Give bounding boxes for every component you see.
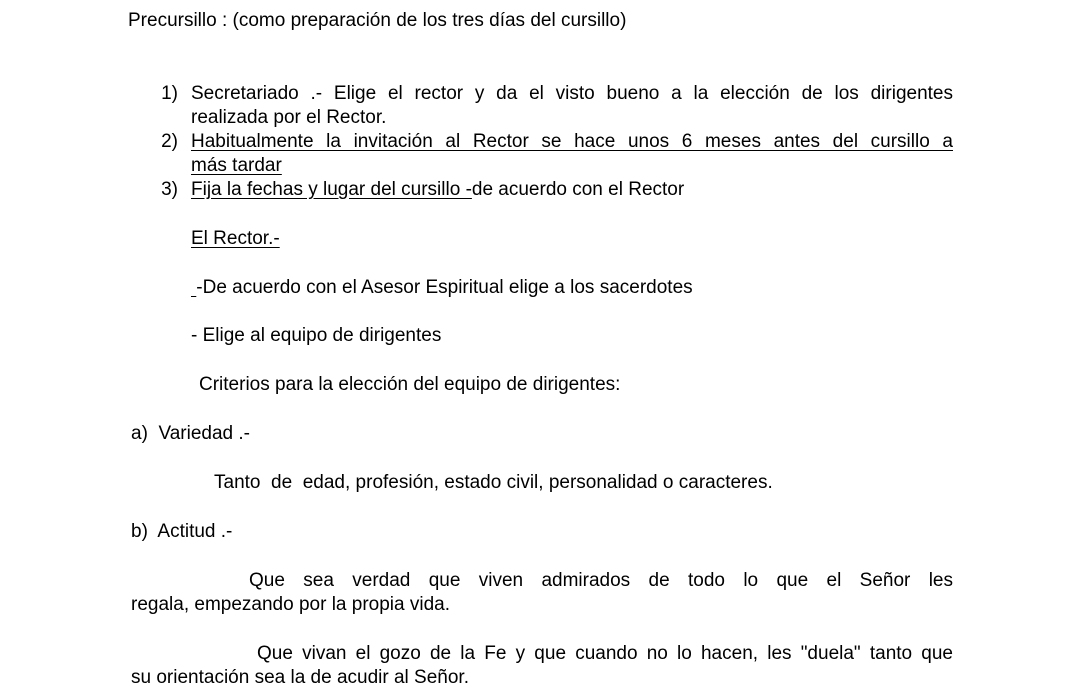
page-heading: Precursillo : (como preparación de los tres días del cursillo)	[128, 10, 627, 31]
rector-item	[191, 276, 693, 300]
criteria-b-label: b) Actitud .-	[131, 521, 233, 542]
list-item-text: Secretariado .- Elige el rector y da el visto bueno a la elección de los dirigentes	[191, 83, 953, 104]
rector-item: - Elige al equipo de dirigentes	[191, 325, 442, 346]
list-item-underlined-text: Fija la fechas y lugar del cursillo -	[191, 179, 472, 200]
list-item-number: 1)	[161, 83, 178, 104]
list-item-number: 2)	[161, 131, 178, 152]
rector-title: El Rector.-	[191, 228, 280, 249]
criteria-b-paragraph-line: Que sea verdad que viven admirados de todo lo que el Señor les	[249, 570, 953, 591]
criteria-b-paragraph-line: su orientación sea la de acudir al Señor.	[131, 667, 469, 688]
list-item-number: 3)	[161, 179, 178, 200]
criteria-b-paragraph-line: regala, empezando por la propia vida.	[131, 594, 450, 615]
list-item-text: más tardar	[191, 155, 282, 176]
criteria-a-label: a) Variedad .-	[131, 423, 250, 444]
list-item-rest-text: de acuerdo con el Rector	[471, 179, 685, 200]
rector-item-text: -De acuerdo con el Asesor Espiritual elige a los sacerdotes	[196, 277, 693, 298]
list-item-text: realizada por el Rector.	[191, 107, 387, 128]
criteria-intro: Criterios para la elección del equipo de dirigentes:	[199, 374, 621, 395]
list-item-text	[191, 178, 684, 202]
criteria-a-text: Tanto de edad, profesión, estado civil, personalidad o caracteres.	[214, 472, 773, 493]
list-item-text: Habitualmente la invitación al Rector se hace unos 6 meses antes del cursillo a	[191, 131, 953, 152]
criteria-b-paragraph-line: Que vivan el gozo de la Fe y que cuando no lo hacen, les "duela" tanto que	[257, 643, 953, 664]
